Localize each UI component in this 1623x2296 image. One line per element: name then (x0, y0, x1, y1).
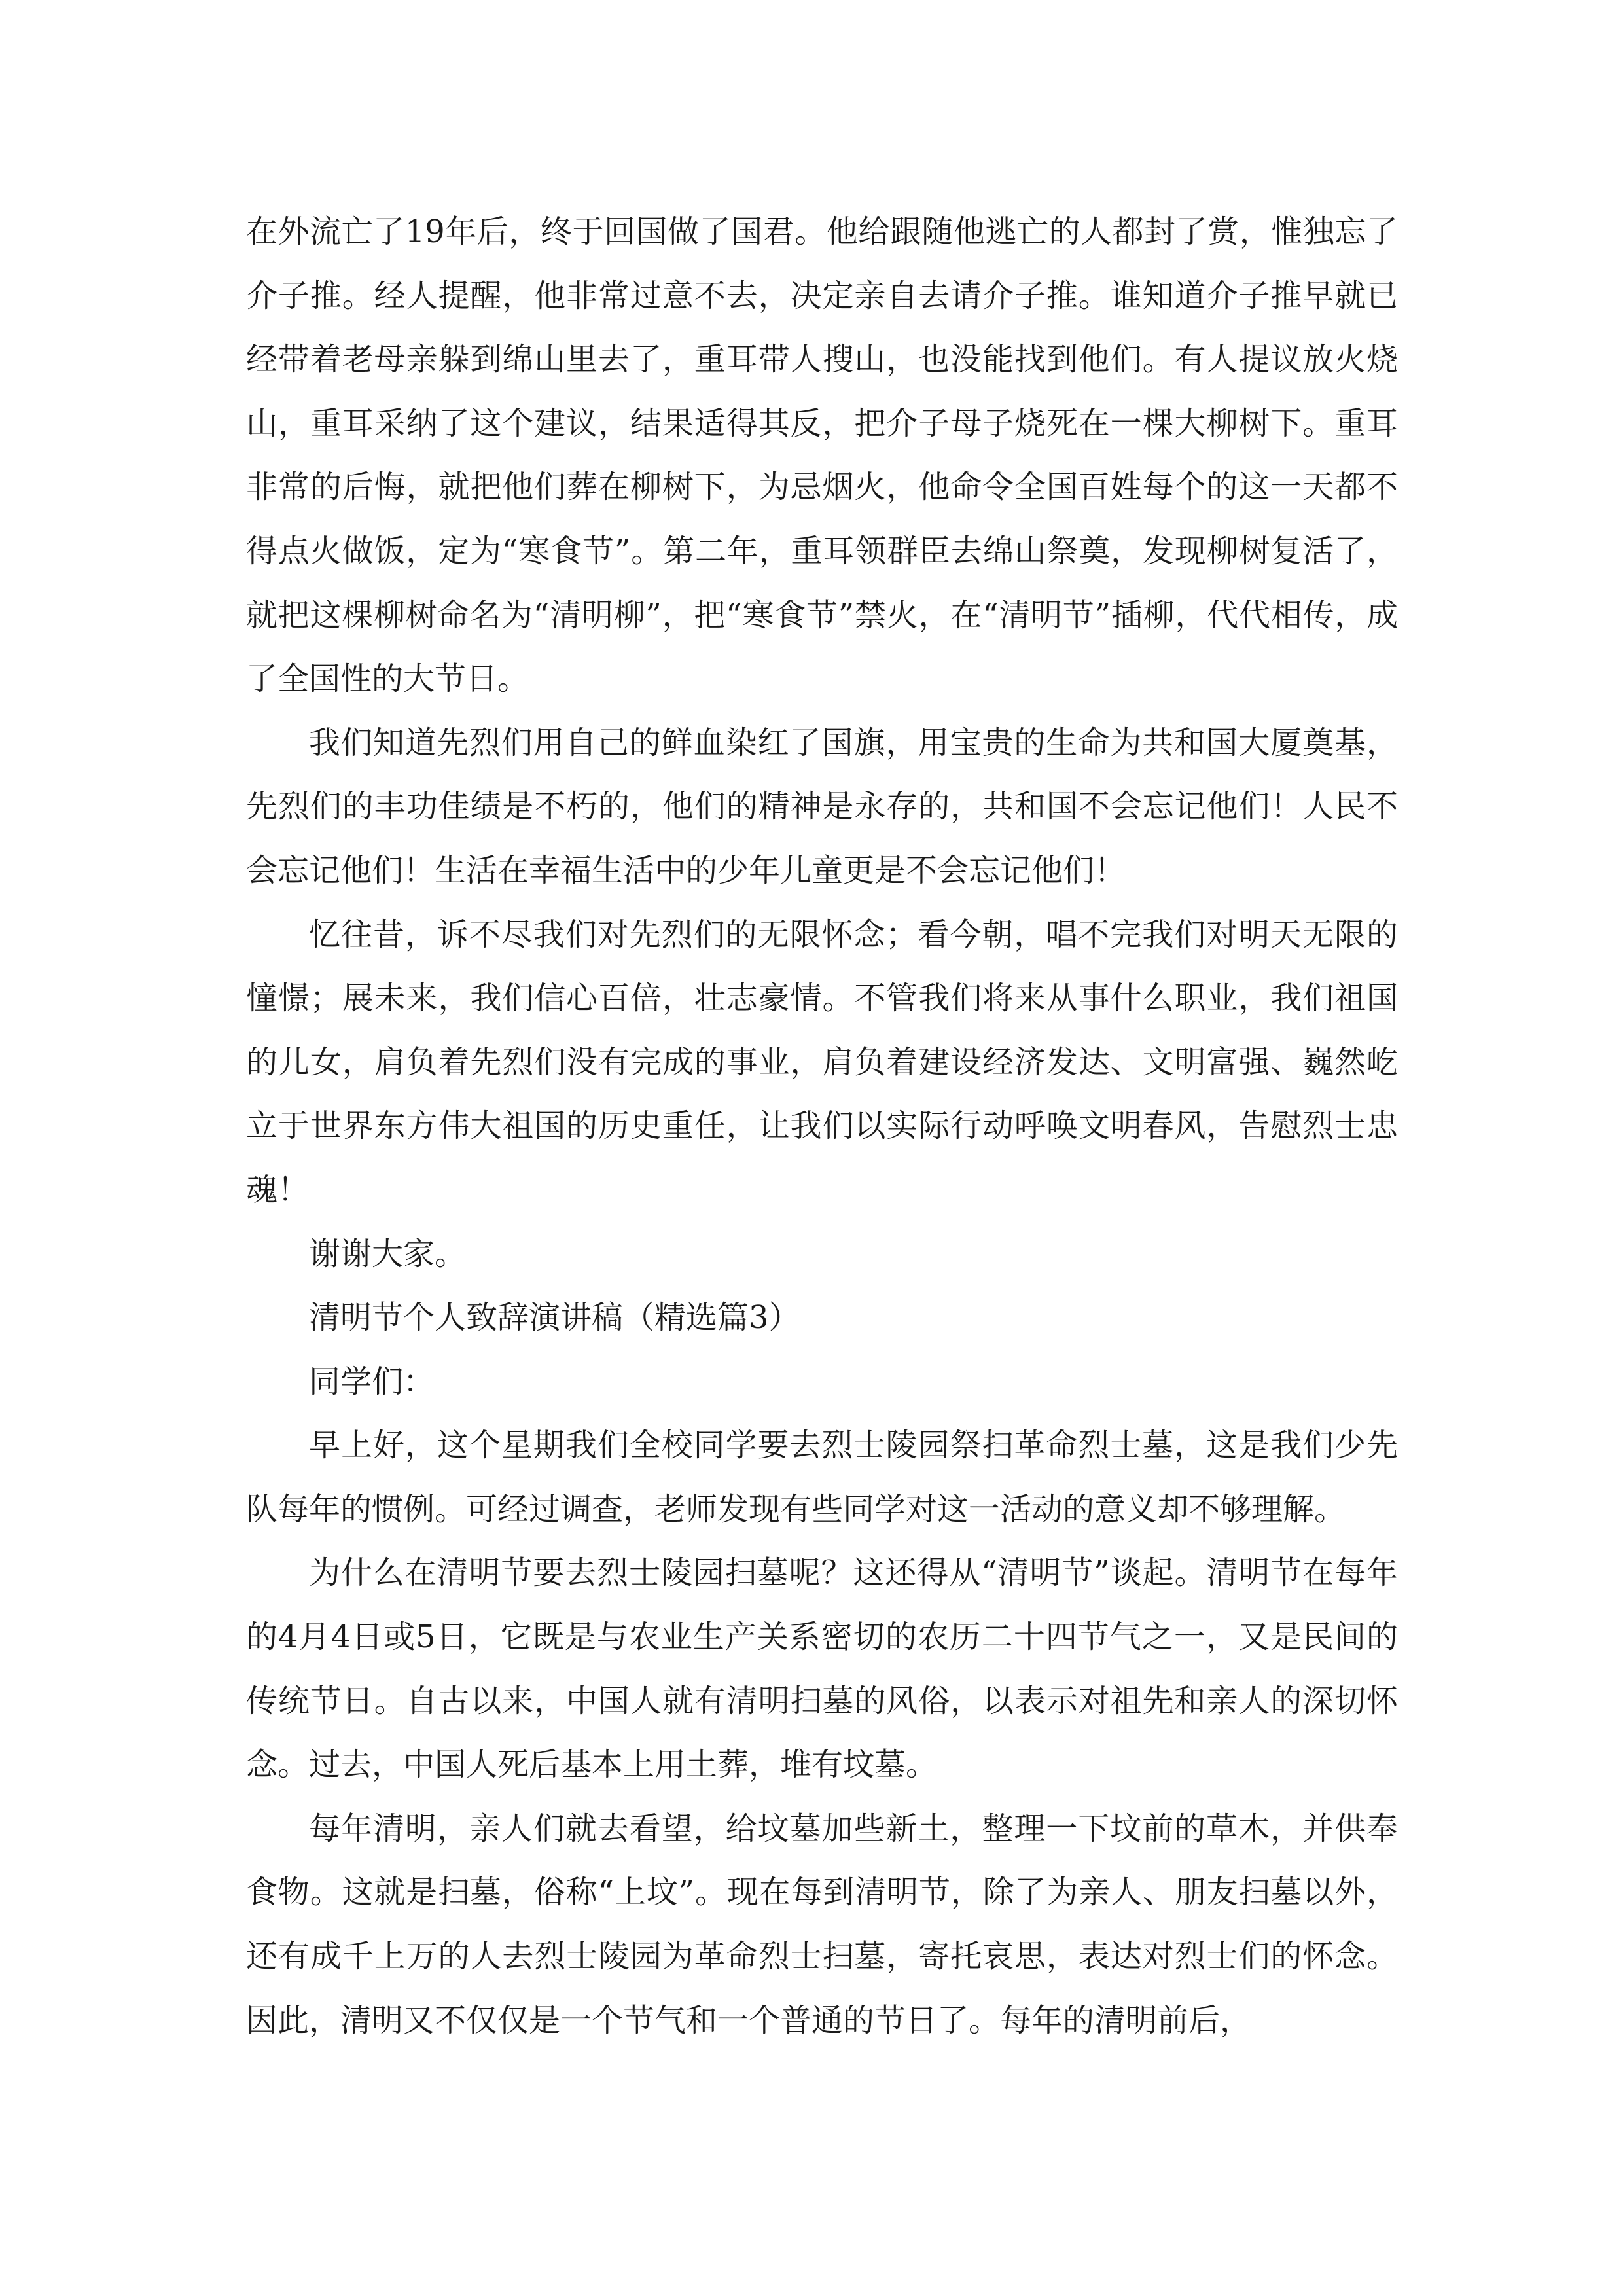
paragraph-salutation: 同学们： (309, 1363, 435, 1400)
paragraph-good-morning: 早上好，这个星期我们全校同学要去烈士陵园祭扫革命烈士墓，这是我们少先队每年的惯例。可经过调查，老师发现有些同学对这一活动的意义却不够理解。 (246, 1427, 1398, 1528)
section-heading: 清明节个人致辞演讲稿（精选篇3） (309, 1299, 800, 1336)
paragraph-thanks: 谢谢大家。 (309, 1235, 467, 1272)
paragraph-martyrs: 我们知道先烈们用自己的鲜血染红了国旗，用宝贵的生命为共和国大厦奠基，先烈们的丰功佳绩是不朽的，他们的精神是永存的，共和国不会忘记他们！人民不会忘记他们！生活在幸福生活中的少年儿童更是不会忘记他们！ (246, 724, 1398, 889)
paragraph-tomb-sweeping: 每年清明，亲人们就去看望，给坟墓加些新土，整理一下坟前的草木，并供奉食物。这就是扫墓，俗称“上坟”。现在每到清明节，除了为亲人、朋友扫墓以外，还有成千上万的人去烈士陵园为革命烈士扫墓，寄托哀思，表达对烈士们的怀念。因此，清明又不仅仅是一个节气和一个普通的节日了。每年的清明前后， (246, 1810, 1398, 2039)
paragraph-jiezitui-story: 在外流亡了19年后，终于回国做了国君。他给跟随他逃亡的人都封了赏，惟独忘了介子推。经人提醒，他非常过意不去，决定亲自去请介子推。谁知道介子推早就已经带着老母亲躲到绵山里去了，重耳带人搜山，也没能找到他们。有人提议放火烧山，重耳采纳了这个建议，结果适得其反，把介子母子烧死在一棵大柳树下。重耳非常的后悔，就把他们葬在柳树下，为忌烟火，他命令全国百姓每个的这一天都不得点火做饭，定为“寒食节”。第二年，重耳领群臣去绵山祭奠，发现柳树复活了，就把这棵柳树命名为“清明柳”，把“寒食节”禁火，在“清明节”插柳，代代相传，成了全国性的大节日。 (246, 213, 1398, 698)
paragraph-recall-past: 忆往昔，诉不尽我们对先烈们的无限怀念；看今朝，唱不完我们对明天无限的憧憬；展未来，我们信心百倍，壮志豪情。不管我们将来从事什么职业，我们祖国的儿女，肩负着先烈们没有完成的事业，肩负着建设经济发达、文明富强、巍然屹立于世界东方伟大祖国的历史重任，让我们以实际行动呼唤文明春风，告慰烈士忠魂！ (246, 916, 1398, 1208)
paragraph-why-qingming: 为什么在清明节要去烈士陵园扫墓呢？这还得从“清明节”谈起。清明节在每年的4月4日或5日，它既是与农业生产关系密切的农历二十四节气之一，又是民间的传统节日。自古以来，中国人就有清明扫墓的风俗，以表示对祖先和亲人的深切怀念。过去，中国人死后基本上用土葬，堆有坟墓。 (246, 1554, 1398, 1784)
document-body (246, 200, 1398, 2053)
